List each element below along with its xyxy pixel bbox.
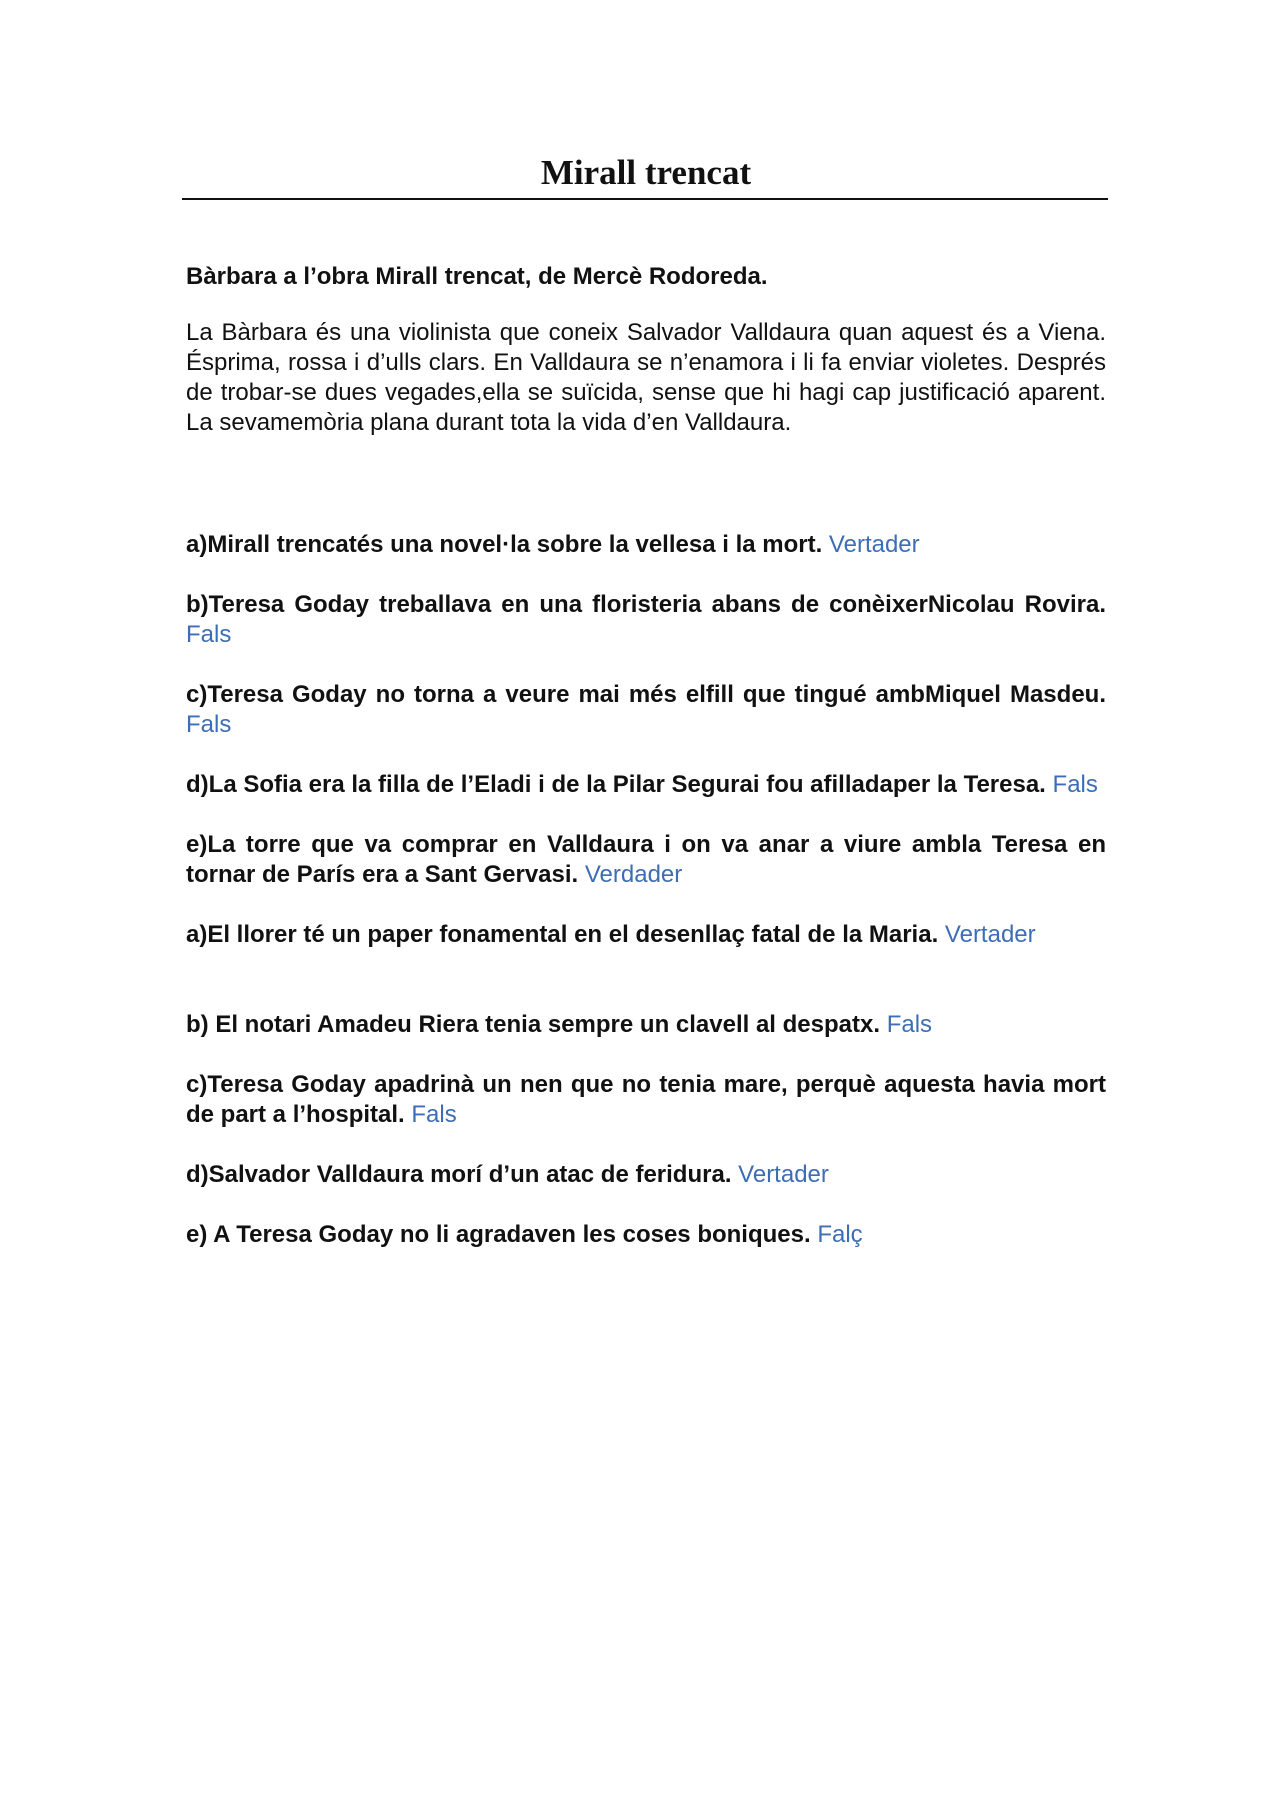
document-subtitle: Bàrbara a l’obra Mirall trencat, de Mercè Rodoreda. (186, 263, 768, 290)
question-item (186, 1010, 1106, 1040)
question-text: e)La torre que va comprar en Valldaura i on va anar a viure ambla Teresa en tornar de París era a Sant Gervasi. (186, 831, 1106, 888)
question-list (186, 530, 1106, 1250)
question-text: d)Salvador Valldaura morí d’un atac de feridura. (186, 1161, 739, 1188)
question-text: b) El notari Amadeu Riera tenia sempre un clavell al despatx. (186, 1011, 887, 1038)
question-text: e) A Teresa Goday no li agradaven les coses boniques. (186, 1221, 818, 1248)
title-underline (182, 198, 1108, 200)
answer-text: Falç (817, 1221, 863, 1248)
question-item (186, 1160, 1106, 1190)
question-text: a)El llorer té un paper fonamental en el desenllaç fatal de la Maria. (186, 921, 945, 948)
question-item (186, 680, 1106, 740)
question-item (186, 920, 1106, 950)
question-item (186, 590, 1106, 650)
page-title: Mirall trencat (540, 153, 752, 192)
answer-text: Vertader (828, 531, 920, 558)
answer-text: Vertader (738, 1161, 829, 1188)
question-text: c)Teresa Goday no torna a veure mai més elfill que tingué ambMiquel Masdeu. (186, 681, 1106, 708)
question-item (186, 830, 1106, 890)
question-item (186, 1220, 1106, 1250)
question-item (186, 770, 1106, 800)
question-text: b)Teresa Goday treballava en una floristeria abans de conèixerNicolau Rovira. (186, 591, 1106, 618)
answer-text: Vertader (944, 921, 1036, 948)
answer-text: Fals (411, 1101, 457, 1128)
intro-paragraph: La Bàrbara és una violinista que coneix Salvador Valldaura quan aquest és a Viena. Ésprima, rossa i d’ulls clars. En Valldaura se n’enamora i li fa enviar violetes. Després de trobar-se dues vegades,ella se suïcida, sense que hi hagi cap justificació aparent. La sevamemòria plana durant tota la vida d’en Valldaura. (186, 319, 1106, 436)
question-text: d)La Sofia era la filla de l’Eladi i de la Pilar Segurai fou afilladaper la Teresa. (186, 771, 1053, 798)
question-text: c)Teresa Goday apadrinà un nen que no tenia mare, perquè aquesta havia mort de part a l’hospital. (186, 1071, 1106, 1128)
answer-text: Fals (886, 1011, 933, 1038)
question-item (186, 530, 1106, 560)
question-text: a)Mirall trencatés una novel·la sobre la vellesa i la mort. (186, 531, 829, 558)
document-page (186, 150, 1106, 1280)
question-item (186, 1070, 1106, 1130)
answer-text: Fals (186, 711, 232, 738)
answer-text: Verdader (584, 861, 683, 888)
answer-text: Fals (186, 621, 232, 648)
answer-text: Fals (1052, 771, 1098, 798)
